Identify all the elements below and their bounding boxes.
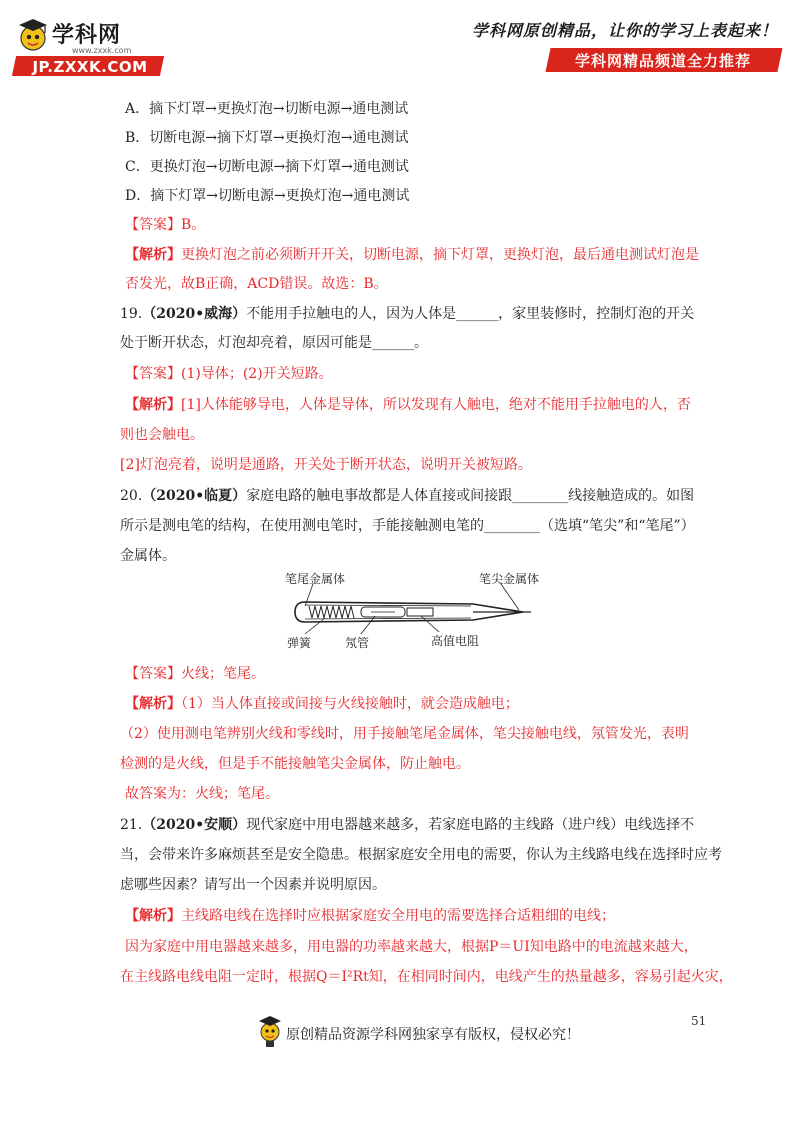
q20-analysis-line3: 检测的是火线，但是手不能接触笔尖金属体，防止触电。 xyxy=(120,756,470,772)
question-text: 家庭电路的触电事故都是人体直接或间接跟________线接触造成的。如图 xyxy=(246,488,695,504)
q20-analysis-line1 xyxy=(125,694,519,714)
footer-mascot-icon xyxy=(257,1012,283,1048)
question-number: 21. xyxy=(120,817,143,833)
question-number: 19. xyxy=(120,306,143,322)
logo-bar-text: JP.ZXXK.COM xyxy=(32,58,148,76)
label-tail-metal: 笔尾金属体 xyxy=(285,572,346,586)
q19-analysis-line2: 则也会触电。 xyxy=(120,427,204,443)
q21-line3: 虑哪些因素？请写出一个因素并说明原因。 xyxy=(120,877,386,893)
label-resistor: 高值电阻 xyxy=(431,634,480,648)
q20-line3: 金属体。 xyxy=(120,548,176,564)
q19-analysis-line1 xyxy=(125,395,691,415)
question-number: 20. xyxy=(120,488,143,504)
q21-line2: 当，会带来许多麻烦甚至是安全隐患。根据家庭安全用电的需要，你认为主线路电线在选择时应考 xyxy=(120,847,722,863)
logo-name: 学科网 xyxy=(52,23,122,48)
q20-analysis-line2: （2）使用测电笔辨别火线和零线时，用手接触笔尾金属体，笔尖接触电线，氖管发光，表明 xyxy=(120,726,689,742)
label-neon: 氖管 xyxy=(345,636,370,650)
q21-analysis-line1 xyxy=(125,906,615,926)
page-number: 51 xyxy=(691,1014,707,1028)
question-text: 不能用手拉触电的人，因为人体是______，家里装修时，控制灯泡的开关 xyxy=(246,306,695,322)
question-text: 现代家庭中用电器越来越多，若家庭电路的主线路（进户线）电线选择不 xyxy=(246,817,695,833)
q19-analysis-line3: [2]灯泡亮着，说明是通路，开关处于断开状态，说明开关被短路。 xyxy=(120,457,532,473)
q18-analysis-line2: 否发光，故B正确，ACD错误。故选：B。 xyxy=(125,276,388,292)
q19-answer: 【答案】(1)导体；(2)开关短路。 xyxy=(125,366,333,382)
question-source: （2020•威海） xyxy=(142,306,247,322)
question-source: （2020•临夏） xyxy=(142,488,247,504)
q19-line1 xyxy=(120,304,694,324)
q21-line1 xyxy=(120,815,694,835)
q18-answer: 【答案】B。 xyxy=(125,217,206,233)
recommend-banner-text: 学科网精品频道全力推荐 xyxy=(574,52,751,70)
analysis-text: [1]人体能够导电，人体是导体，所以发现有人触电，绝对不能用手拉触电的人，否 xyxy=(181,397,691,413)
option-a: A．摘下灯罩→更换灯泡→切断电源→通电测试 xyxy=(125,101,409,117)
q21-analysis-line2: 因为家庭中用电器越来越多，用电器的功率越来越大，根据P＝UI知电路中的电流越来越大， xyxy=(125,939,698,955)
option-d: D．摘下灯罩→切断电源→更换灯泡→通电测试 xyxy=(125,188,410,204)
header-slogan: 学科网原创精品，让你的学习上表起来！ xyxy=(471,21,778,40)
option-c: C．更换灯泡→切断电源→摘下灯罩→通电测试 xyxy=(125,159,409,175)
footer-copyright: 原创精品资源学科网独家享有版权，侵权必究！ xyxy=(286,1027,580,1043)
q19-line2: 处于断开状态，灯泡却亮着，原因可能是______。 xyxy=(120,335,428,351)
analysis-tag: 【解析】 xyxy=(125,247,181,263)
q18-analysis-line1 xyxy=(125,245,699,265)
site-logo[interactable] xyxy=(14,16,164,78)
analysis-text: 主线路电线在选择时应根据家庭安全用电的需要选择合适粗细的电线； xyxy=(181,908,615,924)
option-b: B．切断电源→摘下灯罩→更换灯泡→通电测试 xyxy=(125,130,409,146)
q20-answer: 【答案】火线；笔尾。 xyxy=(125,666,265,682)
test-pen-figure xyxy=(283,570,540,652)
analysis-tag: 【解析】 xyxy=(125,397,181,413)
analysis-text: （1）当人体直接或间接与火线接触时，就会造成触电； xyxy=(181,696,519,712)
analysis-tag: 【解析】 xyxy=(125,696,181,712)
q20-line1 xyxy=(120,486,694,506)
mascot-icon xyxy=(16,16,50,56)
label-spring: 弹簧 xyxy=(287,636,312,650)
analysis-tag: 【解析】 xyxy=(125,908,181,924)
label-tip-metal: 笔尖金属体 xyxy=(479,572,540,586)
q20-line2: 所示是测电笔的结构，在使用测电笔时，手能接触测电笔的________（选填“笔尖”和“笔尾”） xyxy=(120,518,695,534)
analysis-text: 更换灯泡之前必须断开开关，切断电源，摘下灯罩，更换灯泡，最后通电测试灯泡是 xyxy=(181,247,699,263)
q20-final: 故答案为：火线；笔尾。 xyxy=(125,786,279,802)
question-source: （2020•安顺） xyxy=(142,817,247,833)
logo-url: www.zxxk.com xyxy=(72,46,132,55)
q21-analysis-line3: 在主线路电线电阻一定时，根据Q＝I²Rt知，在相同时间内，电线产生的热量越多，容易引起火灾， xyxy=(120,969,733,985)
